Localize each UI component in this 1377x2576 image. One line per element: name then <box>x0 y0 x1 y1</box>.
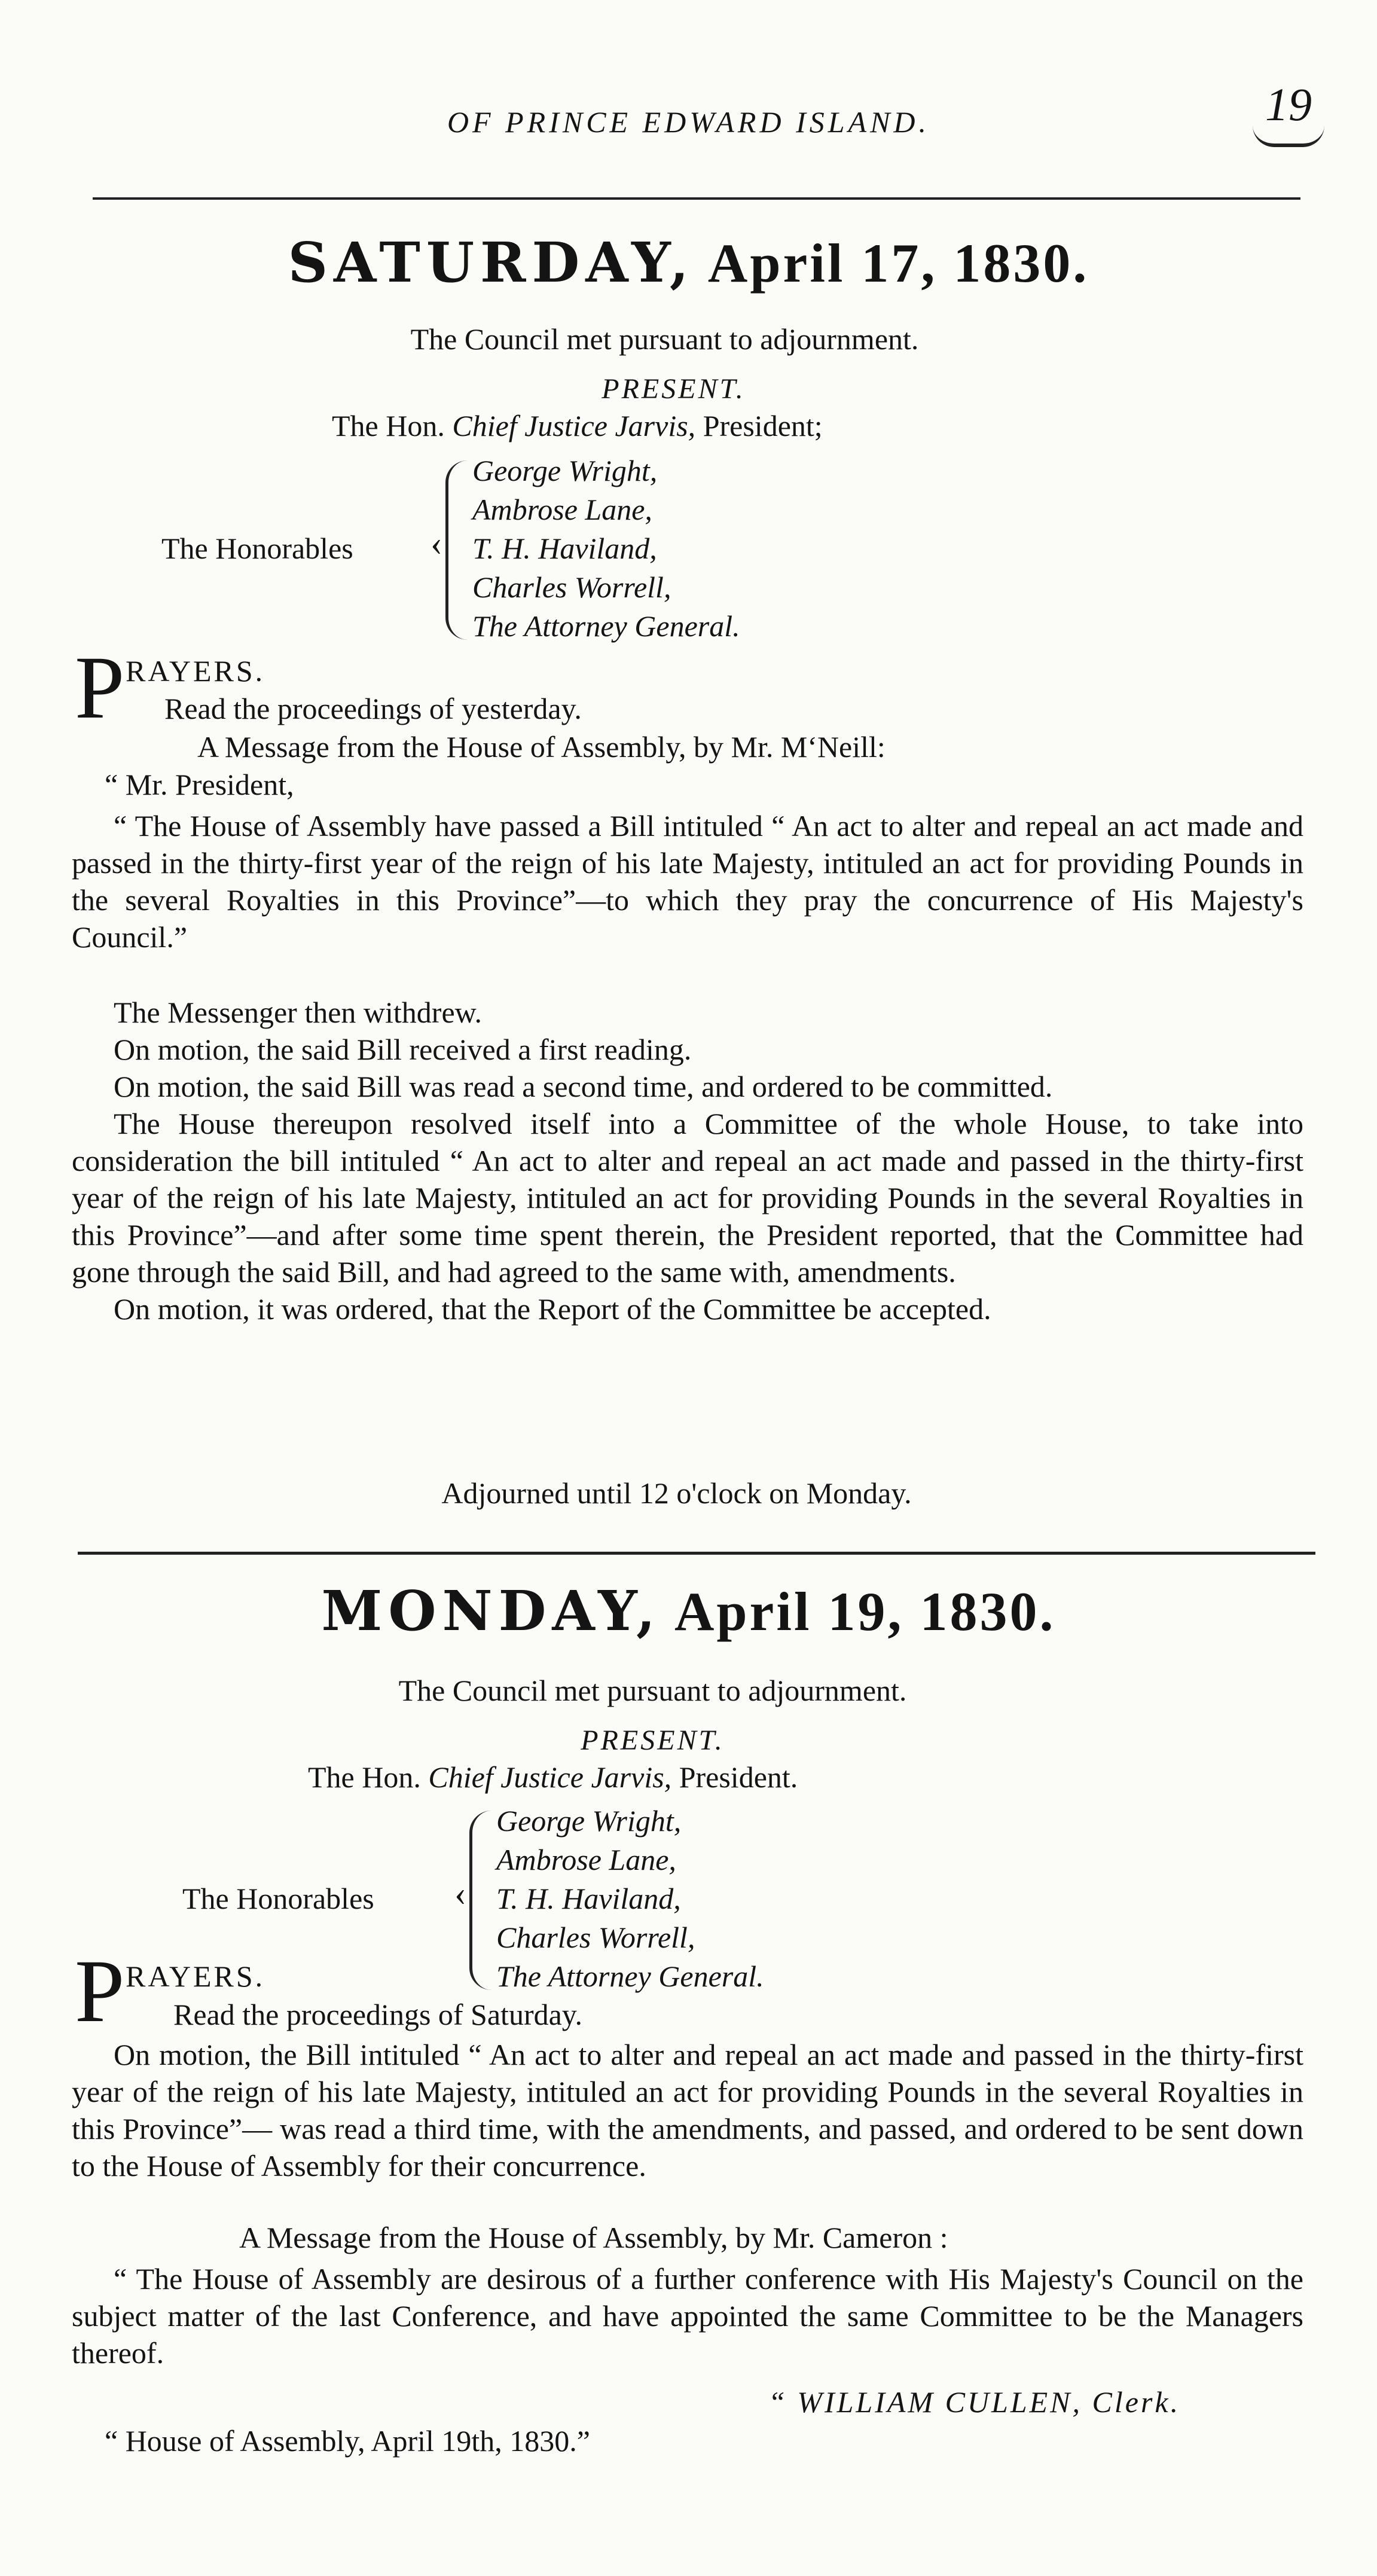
page-number-flourish <box>1253 126 1324 147</box>
message-quote <box>72 2260 1303 2371</box>
honorables-label: The Honorables <box>182 1882 374 1915</box>
first-reading-paragraph: On motion, the said Bill received a first reading. <box>114 1033 692 1066</box>
member-brace <box>445 460 468 640</box>
third-reading-paragraph: On motion, the Bill intituled “ An act to alter and repeal an act made and passed in the thirty-first year of the reign of his late Majesty, intituled an act for providing Pounds in the several Royalties in this Province”— was read a third time, with the amendments, and passed, and ordered to be sent down to the House of Assembly for their concurrence. <box>72 2038 1303 2183</box>
second-reading-paragraph: On motion, the said Bill was read a second time, and ordered to be committed. <box>114 1070 1053 1103</box>
chief-justice-name: Chief Justice Jarvis, <box>452 409 696 442</box>
member-name: Charles Worrell, <box>496 1921 695 1954</box>
council-met-line: The Council met pursuant to adjournment. <box>410 322 919 356</box>
section-title-saturday <box>0 230 1377 295</box>
member-name: T. H. Haviland, <box>496 1882 681 1915</box>
section-title-monday <box>0 1579 1377 1643</box>
withdrew-paragraph: The Messenger then withdrew. <box>114 996 483 1029</box>
honorables-label: The Honorables <box>161 532 353 565</box>
running-head: OF PRINCE EDWARD ISLAND. <box>447 105 930 139</box>
president-title: President; <box>703 409 823 442</box>
dateline: “ House of Assembly, April 19th, 1830.” <box>105 2424 590 2458</box>
section-day: SATURDAY, <box>288 230 695 295</box>
chief-justice-name: Chief Justice Jarvis, <box>428 1760 672 1794</box>
quote-paragraph: “ The House of Assembly are desirous of a further conference with His Majesty's Council on the subject matter of the last Conference, and have appointed the same Committee to be the Managers thereof. <box>72 2262 1303 2370</box>
section-date: April 19, 1830. <box>674 1581 1056 1642</box>
present-heading: PRESENT. <box>602 373 746 405</box>
section-day: MONDAY, <box>321 1579 661 1643</box>
clerk-signature: “ WILLIAM CULLEN, Clerk. <box>768 2385 1181 2419</box>
member-name: George Wright, <box>496 1804 682 1838</box>
report-paragraph: On motion, it was ordered, that the Report of the Committee be accepted. <box>114 1292 991 1326</box>
member-name: Charles Worrell, <box>472 570 671 604</box>
hon-label: The Hon. <box>308 1760 421 1794</box>
member-name: T. H. Haviland, <box>472 532 657 565</box>
prayers-heading: RAYERS. <box>126 654 265 688</box>
member-name: George Wright, <box>472 454 658 487</box>
drop-cap: P <box>75 638 125 737</box>
message-line: A Message from the House of Assembly, by Mr. Cameron : <box>239 2221 948 2254</box>
proceedings-body <box>72 994 1303 1327</box>
hon-label: The Hon. <box>332 409 445 442</box>
member-name: The Attorney General. <box>496 1960 764 1993</box>
committee-paragraph: The House thereupon resolved itself into a Committee of the whole House, to take into consideration the bill intituled “ An act to alter and repeal an act made and passed in the thirty-first year of the reign of his late Majesty, intituled an act for providing Pounds in the several Royalties in this Province”—and after some time spent therein, the President reported, that the Committee had gone through the said Bill, and had agreed to the same with, amendments. <box>72 1107 1303 1289</box>
message-quote <box>72 807 1303 956</box>
member-name: Ambrose Lane, <box>472 493 652 526</box>
member-name: Ambrose Lane, <box>496 1843 676 1876</box>
president-title: President. <box>679 1760 798 1794</box>
drop-cap: P <box>75 1942 125 2041</box>
third-reading-body <box>72 2036 1303 2184</box>
prayers-heading: RAYERS. <box>126 1960 265 1993</box>
quote-paragraph: “ The House of Assembly have passed a Bill intituled “ An act to alter and repeal an act made and passed in the thirty-first year of the reign of his late Majesty, intituled an act for providing Pounds in the several Royalties in this Province”—to which they pray the concurrence of His Majesty's Council.” <box>72 809 1303 954</box>
adjourned-line: Adjourned until 12 o'clock on Monday. <box>441 1476 912 1510</box>
section-rule <box>78 1552 1315 1555</box>
section-date: April 17, 1830. <box>707 233 1089 294</box>
message-line: A Message from the House of Assembly, by Mr. M‘Neill: <box>197 730 886 764</box>
proceedings-read: Read the proceedings of yesterday. <box>164 692 582 725</box>
president-line <box>308 1761 798 1794</box>
council-met-line: The Council met pursuant to adjournment. <box>398 1674 907 1707</box>
page-number: 19 <box>1265 78 1312 130</box>
proceedings-read: Read the proceedings of Saturday. <box>173 1998 583 2031</box>
member-name: The Attorney General. <box>472 609 740 643</box>
member-brace-tip: ‹ <box>454 1873 466 1913</box>
present-heading: PRESENT. <box>581 1725 725 1756</box>
member-brace-tip: ‹ <box>430 523 442 563</box>
member-brace <box>469 1811 491 1990</box>
president-line <box>332 410 823 442</box>
header-rule <box>93 197 1300 200</box>
salutation-line: “ Mr. President, <box>105 768 294 801</box>
